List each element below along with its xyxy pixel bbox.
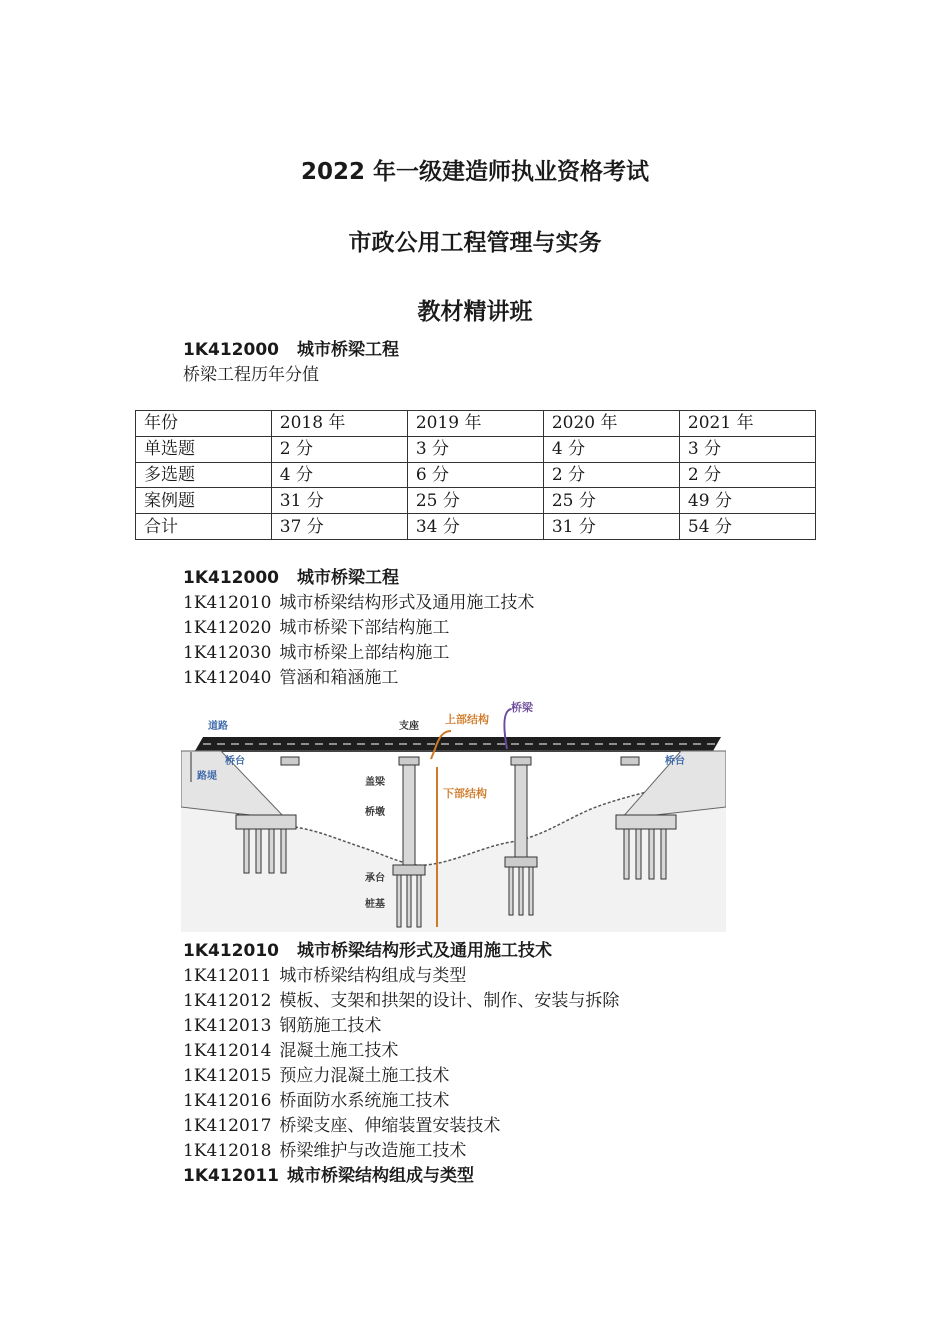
section-title: 城市桥梁结构组成与类型 xyxy=(286,1166,474,1186)
section-title: 城市桥梁结构形式及通用施工技术 xyxy=(296,941,552,961)
item-code: 1K412017 xyxy=(183,1116,272,1136)
pile xyxy=(397,875,401,927)
list-item xyxy=(183,990,619,1012)
table-cell: 25 分 xyxy=(407,488,543,514)
pile xyxy=(529,867,533,915)
section-title: 城市桥梁工程 xyxy=(296,568,399,588)
list-item xyxy=(183,617,449,639)
table-cell: 3 分 xyxy=(679,436,815,462)
list-item xyxy=(183,592,534,614)
table-cell: 2 分 xyxy=(679,462,815,488)
table-cell: 合计 xyxy=(136,514,272,540)
item-text: 桥梁支座、伸缩装置安装技术 xyxy=(279,1116,501,1136)
table-header-cell: 年份 xyxy=(136,411,272,437)
table-cell: 多选题 xyxy=(136,462,272,488)
item-text: 城市桥梁结构形式及通用施工技术 xyxy=(279,593,535,613)
table-cell: 6 分 xyxy=(407,462,543,488)
right-abutment-cap xyxy=(616,815,676,829)
pile-cap xyxy=(505,857,537,867)
pile xyxy=(509,867,513,915)
table-cell: 31 分 xyxy=(543,514,679,540)
item-text: 桥面防水系统施工技术 xyxy=(279,1091,450,1111)
label-abutment-left: 桥台 xyxy=(225,756,245,767)
table-header-cell: 2019 年 xyxy=(407,411,543,437)
table-row xyxy=(136,462,816,488)
pile xyxy=(417,875,421,927)
bearing-block xyxy=(399,757,419,765)
table-header-row xyxy=(136,411,816,437)
label-bearing: 支座 xyxy=(399,721,419,732)
left-pile xyxy=(244,829,249,873)
table-cell: 2 分 xyxy=(271,436,407,462)
item-text: 模板、支架和拱架的设计、制作、安装与拆除 xyxy=(279,991,620,1011)
table-cell: 34 分 xyxy=(407,514,543,540)
list-item xyxy=(183,642,449,664)
table-row xyxy=(136,488,816,514)
list-item xyxy=(183,1015,381,1037)
list-item xyxy=(183,1040,398,1062)
section-heading-1k412011 xyxy=(183,1165,474,1187)
item-text: 混凝土施工技术 xyxy=(279,1041,399,1061)
label-cap-beam: 盖梁 xyxy=(365,777,385,788)
subject-title: 市政公用工程管理与实务 xyxy=(348,230,602,256)
right-pile xyxy=(649,829,654,879)
document-title: 2022 年一级建造师执业资格考试 xyxy=(300,159,650,185)
table-cell: 3 分 xyxy=(407,436,543,462)
item-code: 1K412015 xyxy=(183,1066,272,1086)
left-pile xyxy=(269,829,274,873)
item-text: 桥梁维护与改造施工技术 xyxy=(279,1141,467,1161)
list-item xyxy=(183,1115,500,1137)
table-cell: 49 分 xyxy=(679,488,815,514)
item-code: 1K412013 xyxy=(183,1016,272,1036)
item-code: 1K412020 xyxy=(183,618,272,638)
section-heading-1k412010 xyxy=(183,940,552,962)
pile xyxy=(407,875,411,927)
item-code: 1K412010 xyxy=(183,593,272,613)
table-cell: 2 分 xyxy=(543,462,679,488)
right-pile xyxy=(661,829,666,879)
table-header-cell: 2018 年 xyxy=(271,411,407,437)
section-code: 1K412000 xyxy=(183,340,279,360)
list-item xyxy=(183,1065,449,1087)
label-bridge: 桥梁 xyxy=(511,701,533,714)
item-code: 1K412012 xyxy=(183,991,272,1011)
bearing-block xyxy=(621,757,639,765)
bearing-block xyxy=(511,757,531,765)
table-row xyxy=(136,514,816,540)
left-abutment-cap xyxy=(236,815,296,829)
table-cell: 4 分 xyxy=(543,436,679,462)
list-item xyxy=(183,965,466,987)
right-pile xyxy=(624,829,629,879)
item-code: 1K412011 xyxy=(183,966,272,986)
section-code: 1K412000 xyxy=(183,568,279,588)
table-cell: 37 分 xyxy=(271,514,407,540)
section-heading-1k412000 xyxy=(183,339,399,361)
table-cell: 单选题 xyxy=(136,436,272,462)
table-cell: 4 分 xyxy=(271,462,407,488)
label-substructure: 下部结构 xyxy=(443,787,487,800)
section-code: 1K412011 xyxy=(183,1166,279,1186)
item-text: 钢筋施工技术 xyxy=(279,1016,382,1036)
score-table xyxy=(135,410,816,540)
section-title: 城市桥梁工程 xyxy=(296,340,399,360)
item-text: 城市桥梁下部结构施工 xyxy=(279,618,450,638)
item-text: 预应力混凝土施工技术 xyxy=(279,1066,450,1086)
item-code: 1K412016 xyxy=(183,1091,272,1111)
table-header-cell: 2021 年 xyxy=(679,411,815,437)
label-pile-foundation: 桩基 xyxy=(365,899,385,910)
item-code: 1K412014 xyxy=(183,1041,272,1061)
course-title: 教材精讲班 xyxy=(417,299,533,325)
label-superstructure: 上部结构 xyxy=(445,713,489,726)
item-code: 1K412030 xyxy=(183,643,272,663)
left-pile xyxy=(281,829,286,873)
section-code: 1K412010 xyxy=(183,941,279,961)
list-item xyxy=(183,1140,466,1162)
table-cell: 案例题 xyxy=(136,488,272,514)
table-caption: 桥梁工程历年分值 xyxy=(183,365,319,385)
pile-cap xyxy=(393,865,425,875)
item-text: 城市桥梁上部结构施工 xyxy=(279,643,450,663)
label-abutment-right: 桥台 xyxy=(665,756,685,767)
pile xyxy=(519,867,523,915)
item-code: 1K412018 xyxy=(183,1141,272,1161)
table-cell: 25 分 xyxy=(543,488,679,514)
pier-column xyxy=(403,765,415,865)
label-embankment: 路堤 xyxy=(197,771,217,782)
table-cell: 54 分 xyxy=(679,514,815,540)
list-item xyxy=(183,667,398,689)
table-cell: 31 分 xyxy=(271,488,407,514)
table-header-cell: 2020 年 xyxy=(543,411,679,437)
section-heading-1k412000-outline xyxy=(183,567,399,589)
bearing-block xyxy=(281,757,299,765)
list-item xyxy=(183,1090,449,1112)
label-road: 道路 xyxy=(208,721,228,732)
table-row xyxy=(136,436,816,462)
label-pile-cap: 承台 xyxy=(365,873,385,884)
left-pile xyxy=(256,829,261,873)
label-pier: 桥墩 xyxy=(365,807,385,818)
pier-column xyxy=(515,765,527,857)
right-pile xyxy=(636,829,641,879)
item-text: 管涵和箱涵施工 xyxy=(279,668,399,688)
item-text: 城市桥梁结构组成与类型 xyxy=(279,966,467,986)
bridge-structure-diagram xyxy=(181,697,726,932)
item-code: 1K412040 xyxy=(183,668,272,688)
